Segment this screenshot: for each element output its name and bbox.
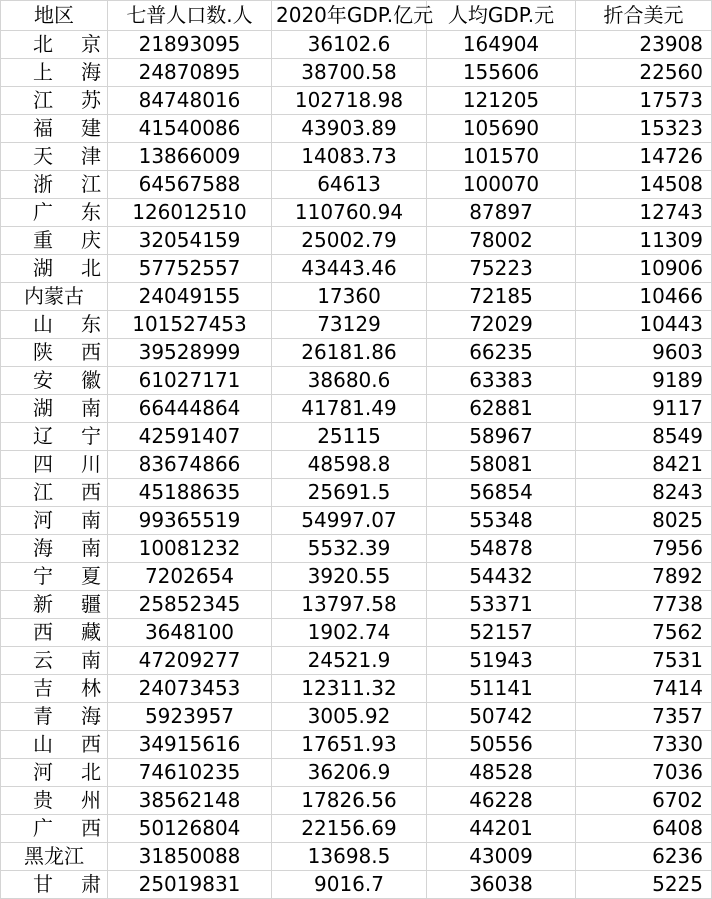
- table-body: [1, 31, 712, 899]
- cell-gdp: 26181.86: [272, 339, 427, 367]
- header-usd: 折合美元: [576, 1, 712, 31]
- cell-gdp: 25002.79: [272, 227, 427, 255]
- cell-gdp-per-capita: 55348: [427, 507, 576, 535]
- cell-region: 辽宁: [1, 423, 108, 451]
- cell-usd: 8549: [576, 423, 712, 451]
- cell-gdp-per-capita: 78002: [427, 227, 576, 255]
- cell-gdp-per-capita: 164904: [427, 31, 576, 59]
- cell-gdp-per-capita: 36038: [427, 871, 576, 899]
- table-row: [1, 395, 712, 423]
- table-row: [1, 479, 712, 507]
- cell-population: 25852345: [108, 591, 272, 619]
- cell-usd: 11309: [576, 227, 712, 255]
- cell-region: 上海: [1, 59, 108, 87]
- cell-gdp-per-capita: 155606: [427, 59, 576, 87]
- cell-usd: 7531: [576, 647, 712, 675]
- cell-region: 河南: [1, 507, 108, 535]
- cell-gdp-per-capita: 101570: [427, 143, 576, 171]
- cell-population: 83674866: [108, 451, 272, 479]
- table-row: [1, 843, 712, 871]
- table-row: [1, 787, 712, 815]
- cell-gdp: 12311.32: [272, 675, 427, 703]
- cell-gdp-per-capita: 52157: [427, 619, 576, 647]
- cell-gdp: 25115: [272, 423, 427, 451]
- cell-gdp: 3920.55: [272, 563, 427, 591]
- cell-usd: 9189: [576, 367, 712, 395]
- cell-gdp: 64613: [272, 171, 427, 199]
- cell-gdp-per-capita: 121205: [427, 87, 576, 115]
- cell-region: 海南: [1, 535, 108, 563]
- cell-gdp: 17360: [272, 283, 427, 311]
- cell-population: 61027171: [108, 367, 272, 395]
- cell-region: 湖北: [1, 255, 108, 283]
- cell-gdp: 48598.8: [272, 451, 427, 479]
- cell-region: 黑龙江: [1, 843, 108, 871]
- cell-population: 24870895: [108, 59, 272, 87]
- cell-gdp-per-capita: 50742: [427, 703, 576, 731]
- cell-region: 山东: [1, 311, 108, 339]
- cell-usd: 7357: [576, 703, 712, 731]
- cell-population: 39528999: [108, 339, 272, 367]
- cell-population: 99365519: [108, 507, 272, 535]
- table-row: [1, 703, 712, 731]
- cell-gdp-per-capita: 58967: [427, 423, 576, 451]
- cell-usd: 7414: [576, 675, 712, 703]
- cell-gdp: 5532.39: [272, 535, 427, 563]
- cell-region: 北京: [1, 31, 108, 59]
- cell-gdp: 22156.69: [272, 815, 427, 843]
- table-row: [1, 283, 712, 311]
- cell-gdp-per-capita: 54432: [427, 563, 576, 591]
- cell-gdp-per-capita: 44201: [427, 815, 576, 843]
- cell-gdp: 38680.6: [272, 367, 427, 395]
- cell-gdp: 17651.93: [272, 731, 427, 759]
- cell-population: 47209277: [108, 647, 272, 675]
- cell-population: 21893095: [108, 31, 272, 59]
- cell-usd: 8421: [576, 451, 712, 479]
- cell-usd: 7956: [576, 535, 712, 563]
- table-row: [1, 675, 712, 703]
- cell-region: 浙江: [1, 171, 108, 199]
- cell-gdp-per-capita: 72029: [427, 311, 576, 339]
- table-row: [1, 871, 712, 899]
- cell-usd: 6236: [576, 843, 712, 871]
- cell-region: 河北: [1, 759, 108, 787]
- cell-region: 西藏: [1, 619, 108, 647]
- cell-population: 24049155: [108, 283, 272, 311]
- cell-population: 45188635: [108, 479, 272, 507]
- table-row: [1, 507, 712, 535]
- cell-gdp: 13698.5: [272, 843, 427, 871]
- cell-population: 50126804: [108, 815, 272, 843]
- cell-population: 34915616: [108, 731, 272, 759]
- cell-gdp: 36102.6: [272, 31, 427, 59]
- cell-region: 天津: [1, 143, 108, 171]
- cell-usd: 9117: [576, 395, 712, 423]
- cell-population: 5923957: [108, 703, 272, 731]
- table-row: [1, 367, 712, 395]
- cell-gdp: 41781.49: [272, 395, 427, 423]
- cell-usd: 9603: [576, 339, 712, 367]
- cell-population: 7202654: [108, 563, 272, 591]
- cell-gdp: 43443.46: [272, 255, 427, 283]
- cell-population: 42591407: [108, 423, 272, 451]
- cell-usd: 7892: [576, 563, 712, 591]
- cell-gdp: 14083.73: [272, 143, 427, 171]
- table-row: [1, 731, 712, 759]
- cell-gdp-per-capita: 63383: [427, 367, 576, 395]
- cell-gdp: 9016.7: [272, 871, 427, 899]
- table-row: [1, 143, 712, 171]
- table-row: [1, 31, 712, 59]
- cell-region: 重庆: [1, 227, 108, 255]
- cell-population: 31850088: [108, 843, 272, 871]
- cell-region: 宁夏: [1, 563, 108, 591]
- cell-gdp-per-capita: 56854: [427, 479, 576, 507]
- table-row: [1, 255, 712, 283]
- cell-usd: 7562: [576, 619, 712, 647]
- table-row: [1, 199, 712, 227]
- cell-region: 广西: [1, 815, 108, 843]
- cell-usd: 14726: [576, 143, 712, 171]
- table-row: [1, 759, 712, 787]
- table-row: [1, 339, 712, 367]
- cell-usd: 12743: [576, 199, 712, 227]
- cell-gdp: 110760.94: [272, 199, 427, 227]
- table-row: [1, 591, 712, 619]
- cell-usd: 7738: [576, 591, 712, 619]
- cell-region: 新疆: [1, 591, 108, 619]
- cell-region: 江西: [1, 479, 108, 507]
- cell-gdp: 54997.07: [272, 507, 427, 535]
- cell-usd: 14508: [576, 171, 712, 199]
- cell-population: 126012510: [108, 199, 272, 227]
- cell-gdp: 102718.98: [272, 87, 427, 115]
- cell-usd: 10466: [576, 283, 712, 311]
- table-row: [1, 815, 712, 843]
- table-row: [1, 311, 712, 339]
- cell-population: 41540086: [108, 115, 272, 143]
- cell-gdp-per-capita: 87897: [427, 199, 576, 227]
- table-row: [1, 423, 712, 451]
- cell-region: 安徽: [1, 367, 108, 395]
- cell-usd: 7330: [576, 731, 712, 759]
- table-row: [1, 451, 712, 479]
- cell-gdp: 13797.58: [272, 591, 427, 619]
- cell-gdp: 1902.74: [272, 619, 427, 647]
- cell-usd: 7036: [576, 759, 712, 787]
- cell-usd: 10906: [576, 255, 712, 283]
- cell-usd: 6408: [576, 815, 712, 843]
- cell-population: 24073453: [108, 675, 272, 703]
- cell-gdp: 25691.5: [272, 479, 427, 507]
- table-row: [1, 227, 712, 255]
- cell-usd: 8025: [576, 507, 712, 535]
- cell-population: 3648100: [108, 619, 272, 647]
- cell-gdp: 36206.9: [272, 759, 427, 787]
- header-gdp: 2020年GDP.亿元: [272, 1, 427, 31]
- cell-population: 38562148: [108, 787, 272, 815]
- cell-region: 福建: [1, 115, 108, 143]
- cell-gdp-per-capita: 105690: [427, 115, 576, 143]
- cell-usd: 23908: [576, 31, 712, 59]
- cell-region: 四川: [1, 451, 108, 479]
- cell-region: 云南: [1, 647, 108, 675]
- table-row: [1, 115, 712, 143]
- cell-region: 贵州: [1, 787, 108, 815]
- cell-gdp-per-capita: 51943: [427, 647, 576, 675]
- cell-population: 101527453: [108, 311, 272, 339]
- table-row: [1, 535, 712, 563]
- cell-gdp-per-capita: 66235: [427, 339, 576, 367]
- cell-gdp: 24521.9: [272, 647, 427, 675]
- cell-population: 64567588: [108, 171, 272, 199]
- cell-population: 66444864: [108, 395, 272, 423]
- cell-region: 甘肃: [1, 871, 108, 899]
- cell-gdp: 38700.58: [272, 59, 427, 87]
- cell-population: 57752557: [108, 255, 272, 283]
- cell-gdp: 17826.56: [272, 787, 427, 815]
- cell-usd: 15323: [576, 115, 712, 143]
- cell-gdp-per-capita: 53371: [427, 591, 576, 619]
- cell-population: 74610235: [108, 759, 272, 787]
- cell-usd: 8243: [576, 479, 712, 507]
- cell-region: 吉林: [1, 675, 108, 703]
- cell-population: 10081232: [108, 535, 272, 563]
- cell-usd: 22560: [576, 59, 712, 87]
- table-row: [1, 563, 712, 591]
- cell-usd: 6702: [576, 787, 712, 815]
- cell-gdp-per-capita: 50556: [427, 731, 576, 759]
- table-row: [1, 59, 712, 87]
- cell-region: 广东: [1, 199, 108, 227]
- cell-gdp: 43903.89: [272, 115, 427, 143]
- cell-gdp-per-capita: 51141: [427, 675, 576, 703]
- table-row: [1, 619, 712, 647]
- cell-region: 陕西: [1, 339, 108, 367]
- cell-usd: 10443: [576, 311, 712, 339]
- table-row: [1, 87, 712, 115]
- cell-gdp-per-capita: 75223: [427, 255, 576, 283]
- cell-population: 84748016: [108, 87, 272, 115]
- cell-gdp-per-capita: 54878: [427, 535, 576, 563]
- cell-gdp-per-capita: 43009: [427, 843, 576, 871]
- table-row: [1, 647, 712, 675]
- cell-region: 湖南: [1, 395, 108, 423]
- header-population: 七普人口数.人: [108, 1, 272, 31]
- cell-gdp-per-capita: 100070: [427, 171, 576, 199]
- header-region: 地区: [1, 1, 108, 31]
- cell-region: 内蒙古: [1, 283, 108, 311]
- cell-population: 25019831: [108, 871, 272, 899]
- cell-population: 32054159: [108, 227, 272, 255]
- cell-region: 青海: [1, 703, 108, 731]
- cell-gdp-per-capita: 72185: [427, 283, 576, 311]
- cell-region: 山西: [1, 731, 108, 759]
- cell-usd: 17573: [576, 87, 712, 115]
- cell-region: 江苏: [1, 87, 108, 115]
- cell-gdp: 73129: [272, 311, 427, 339]
- cell-gdp-per-capita: 58081: [427, 451, 576, 479]
- cell-population: 13866009: [108, 143, 272, 171]
- cell-gdp-per-capita: 62881: [427, 395, 576, 423]
- table-row: [1, 171, 712, 199]
- cell-gdp-per-capita: 46228: [427, 787, 576, 815]
- cell-usd: 5225: [576, 871, 712, 899]
- header-gdp-per-capita: 人均GDP.元: [427, 1, 576, 31]
- cell-gdp: 3005.92: [272, 703, 427, 731]
- header-row: [1, 1, 712, 31]
- cell-gdp-per-capita: 48528: [427, 759, 576, 787]
